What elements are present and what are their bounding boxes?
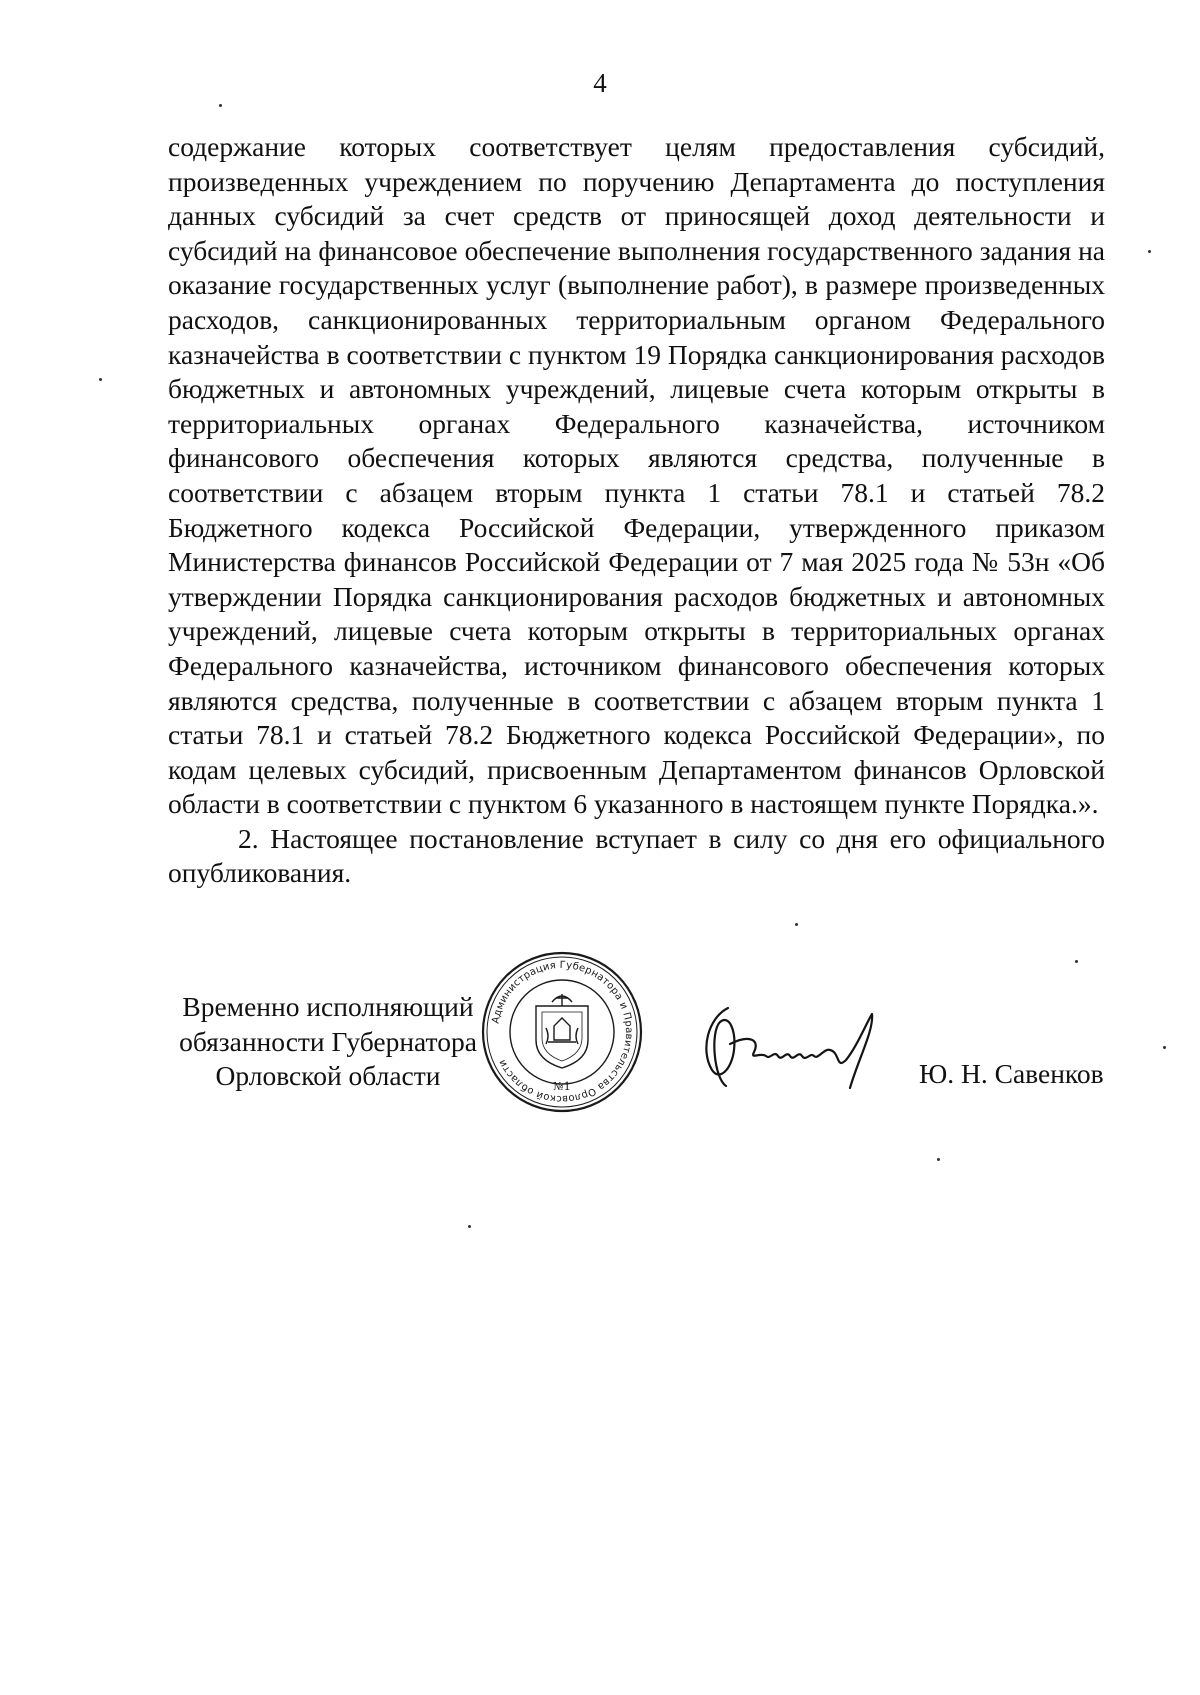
scan-speck [1075,960,1078,963]
signatory-position-line: обязанности Губернатора [179,1025,477,1057]
signer-name: Ю. Н. Савенков [919,1058,1104,1089]
scan-speck [1163,1046,1166,1049]
document-body [168,130,1105,891]
signatory-position [168,990,488,1094]
scan-speck [219,104,222,107]
handwritten-signature-icon [690,1000,890,1095]
signatory-position-line: Временно исполняющий [182,991,474,1022]
paragraph-effective-date: 2. Настоящее постановление вступает в силу со дня его официального опубликования. [168,822,1105,889]
scan-speck [99,378,102,381]
official-seal-icon [480,950,644,1114]
scan-speck [937,1158,940,1161]
svg-text:№1: №1 [553,1080,571,1093]
scan-speck [468,1225,471,1228]
scan-speck [795,923,798,926]
scan-speck [1148,250,1151,253]
signatory-position-line: Орловской области [215,1060,441,1091]
page-number: 4 [593,68,607,98]
svg-text:Администрация Губернатора и Пр: Администрация Губернатора и Правительства Орловской области [490,959,635,1105]
paragraph-continuation: содержание которых соответствует целям предоставления субсидий, произведенных учреждением по поручению Департамента до поступления данных субсидий за счет средств от приносящей доход деятельности и субсидий на финансовое обеспечение выполнения государственного задания на оказание государственных услуг (выполнение работ), в размере произведенных расходов, санкционированных территориальным органом Федерального казначейства в соответствии с пунктом 19 Порядка санкционирования расходов бюджетных и автономных учреждений, лицевые счета которым открыты в территориальных органах Федерального казначейства, источником финансового обеспечения которых являются средства, полученные в соответствии с абзацем вторым пункта 1 статьи 78.1 и статьей 78.2 Бюджетного кодекса Российской Федерации, утвержденного приказом Министерства финансов Российской Федерации от 7 мая 2025 года № 53н «Об утверждении Порядка санкционирования расходов бюджетных и автономных учреждений, лицевые счета которым открыты в территориальных органах Федерального казначейства, источником финансового обеспечения которых являются средства, полученные в соответствии с абзацем вторым пункта 1 статьи 78.1 и статьей 78.2 Бюджетного кодекса Российской Федерации», по кодам целевых субсидий, присвоенным Департаментом финансов Орловской области в соответствии с пунктом 6 указанного в настоящем пункте Порядка.». [168,131,1105,820]
